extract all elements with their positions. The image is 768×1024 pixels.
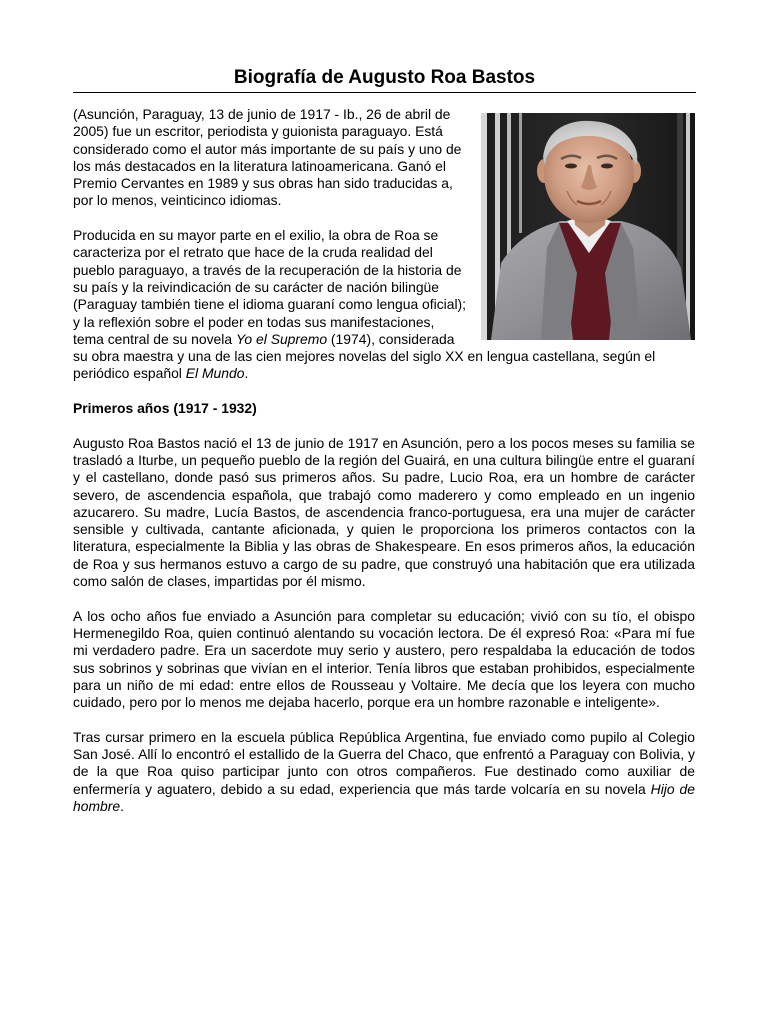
document-body [73, 106, 695, 832]
intro-paragraph-1: (Asunción, Paraguay, 13 de junio de 1917 - Ib., 26 de abril de 2005) fue un escritor, periodista y guionista paraguayo. Está considerado como el autor más importante de su país y uno de los más destacados en la literatura latinoamericana. Ganó el Premio Cervantes en 1989 y sus obras han sido traducidas a, por lo menos, veinticinco idiomas. [73, 106, 462, 209]
intro-paragraph-2-text-a: Producida en su mayor parte en el exilio, la obra de Roa se caracteriza por el retrato que hace de la cruda realidad del pueblo paraguayo, a través de la recuperación de la historia de su país y la reivindicación de su carácter de nación bilingüe (Paraguay también tiene el idioma guaraní como lengua oficial); y la reflexión sobre el poder en todas sus manifestaciones, tema central de su novela [73, 227, 467, 347]
section-paragraph-1: Augusto Roa Bastos nació el 13 de junio de 1917 en Asunción, pero a los pocos meses su familia se trasladó a Iturbe, un pequeño pueblo de la región del Guairá, en una cultura bilingüe entre el guaraní y el castellano, donde pasó sus primeros años. Su padre, Lucio Roa, era un hombre de carácter severo, de ascendencia española, que trabajó como maderero y como empleado en un ingenio azucarero. Su madre, Lucía Bastos, de ascendencia franco-portuguesa, era una mujer de carácter sensible y cultivada, cantante aficionada, y quien le proporciona los primeros contactos con la literatura, especialmente la Biblia y las obras de Shakespeare. En esos primeros años, la educación de Roa y sus hermanos estuvo a cargo de su padre, que construyó una habitación que era utilizada como salón de clases, impartidas por él mismo. [73, 434, 695, 590]
intro-paragraph-2-text-c: . [244, 365, 249, 382]
section-heading-primeros-anos: Primeros años (1917 - 1932) [73, 400, 257, 417]
intro-paragraph-2-text-b: (1974), considerada su obra maestra y una de las cien mejores novelas del siglo XX en lengua castellana, según el periódico español [73, 330, 656, 382]
document-title: Biografía de Augusto Roa Bastos [233, 67, 536, 88]
title-underline [73, 92, 696, 93]
section-paragraph-3-text-b: . [120, 797, 124, 814]
book-title-yo-el-supremo: Yo el Supremo [235, 330, 328, 347]
book-title-hijo-de-hombre: Hijo de hombre [73, 780, 695, 814]
section-paragraph-2: A los ocho años fue enviado a Asunción para completar su educación; vivió con su tío, el obispo Hermenegildo Roa, quien continuó alentando su vocación lectora. De él expresó Roa: «Para mí fue mi verdadero padre. Era un sacerdote muy serio y austero, pero respaldaba la educación de todos sus sobrinos y sobrinas que vivían en el interior. Tenía libros que estaban prohibidos, especialmente para un niño de mi edad: entre ellos de Rousseau y Voltaire. Me decía que los leyera con mucho cuidado, pero por lo menos me dejaba hacerlo, porque era un hombre razonable e inteligente». [73, 607, 695, 711]
section-paragraph-3 [73, 729, 695, 815]
section-paragraph-3-text-a: Tras cursar primero en la escuela pública República Argentina, fue enviado como pupilo al Colegio San José. Allí lo encontró el estallido de la Guerra del Chaco, que enfrentó a Paraguay con Bolivia, y de la que Roa quiso participar junto con otros compañeros. Fue destinado como auxiliar de enfermería y aguatero, debido a su edad, experiencia que más tarde volcaría en su novela [73, 728, 695, 797]
newspaper-title-el-mundo: El Mundo [185, 365, 245, 382]
author-portrait-photo [481, 113, 695, 340]
